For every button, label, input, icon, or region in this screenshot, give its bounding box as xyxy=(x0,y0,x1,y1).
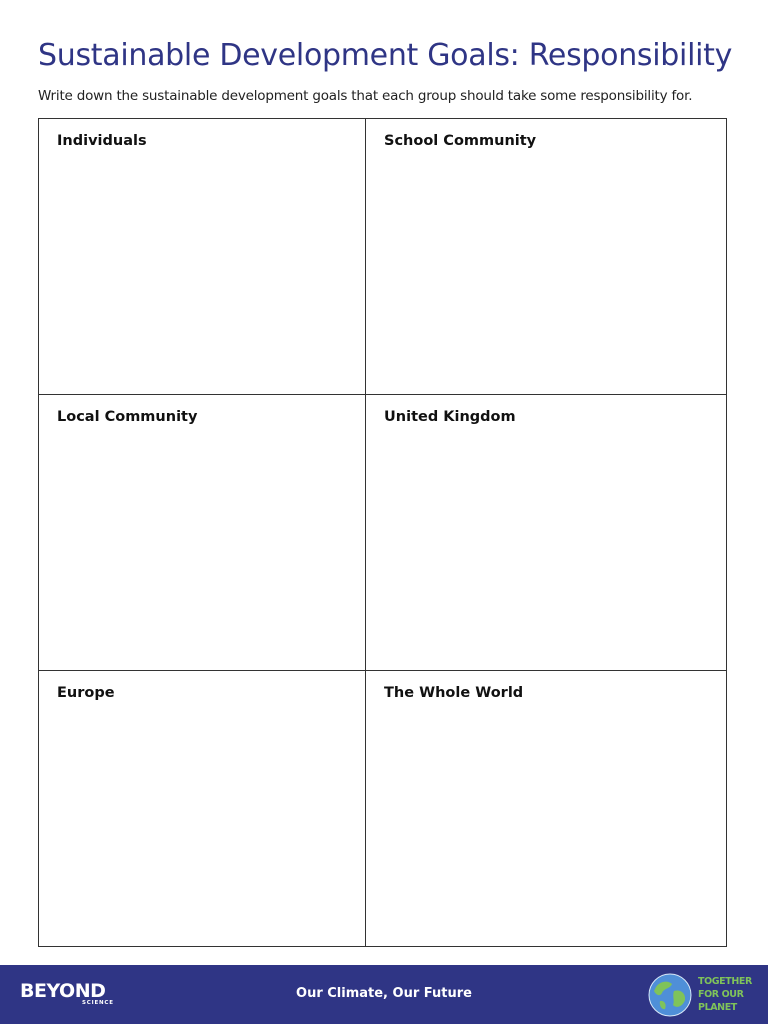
footer-tagline: Our Climate, Our Future xyxy=(296,986,472,1001)
cell-individuals[interactable] xyxy=(39,119,366,395)
cell-label: School Community xyxy=(384,133,537,149)
page-title: Sustainable Development Goals: Responsibility xyxy=(38,38,733,73)
cell-label: Europe xyxy=(57,685,115,701)
cell-label: Individuals xyxy=(57,133,147,149)
badge-line: TOGETHER xyxy=(698,976,752,987)
instructions: Write down the sustainable development goals that each group should take some responsibility for. xyxy=(38,88,693,104)
badge-line: FOR OUR xyxy=(698,989,744,1000)
cell-local-community[interactable] xyxy=(39,395,366,671)
footer-bar xyxy=(0,965,768,1024)
together-for-our-planet-badge xyxy=(648,971,758,1019)
cell-label: Local Community xyxy=(57,409,198,425)
cell-label: United Kingdom xyxy=(384,409,516,425)
cell-label: The Whole World xyxy=(384,685,524,701)
badge-line: PLANET xyxy=(698,1002,737,1013)
cell-school-community[interactable] xyxy=(366,119,726,395)
cell-united-kingdom[interactable] xyxy=(366,395,726,671)
globe-icon xyxy=(648,973,692,1017)
badge-text xyxy=(698,975,758,1014)
cell-europe[interactable] xyxy=(39,671,366,946)
logo-subtext: SCIENCE xyxy=(82,1000,114,1006)
logo-wordmark: BEYOND xyxy=(20,980,106,1002)
cell-whole-world[interactable] xyxy=(366,671,726,946)
responsibility-grid xyxy=(38,118,727,947)
